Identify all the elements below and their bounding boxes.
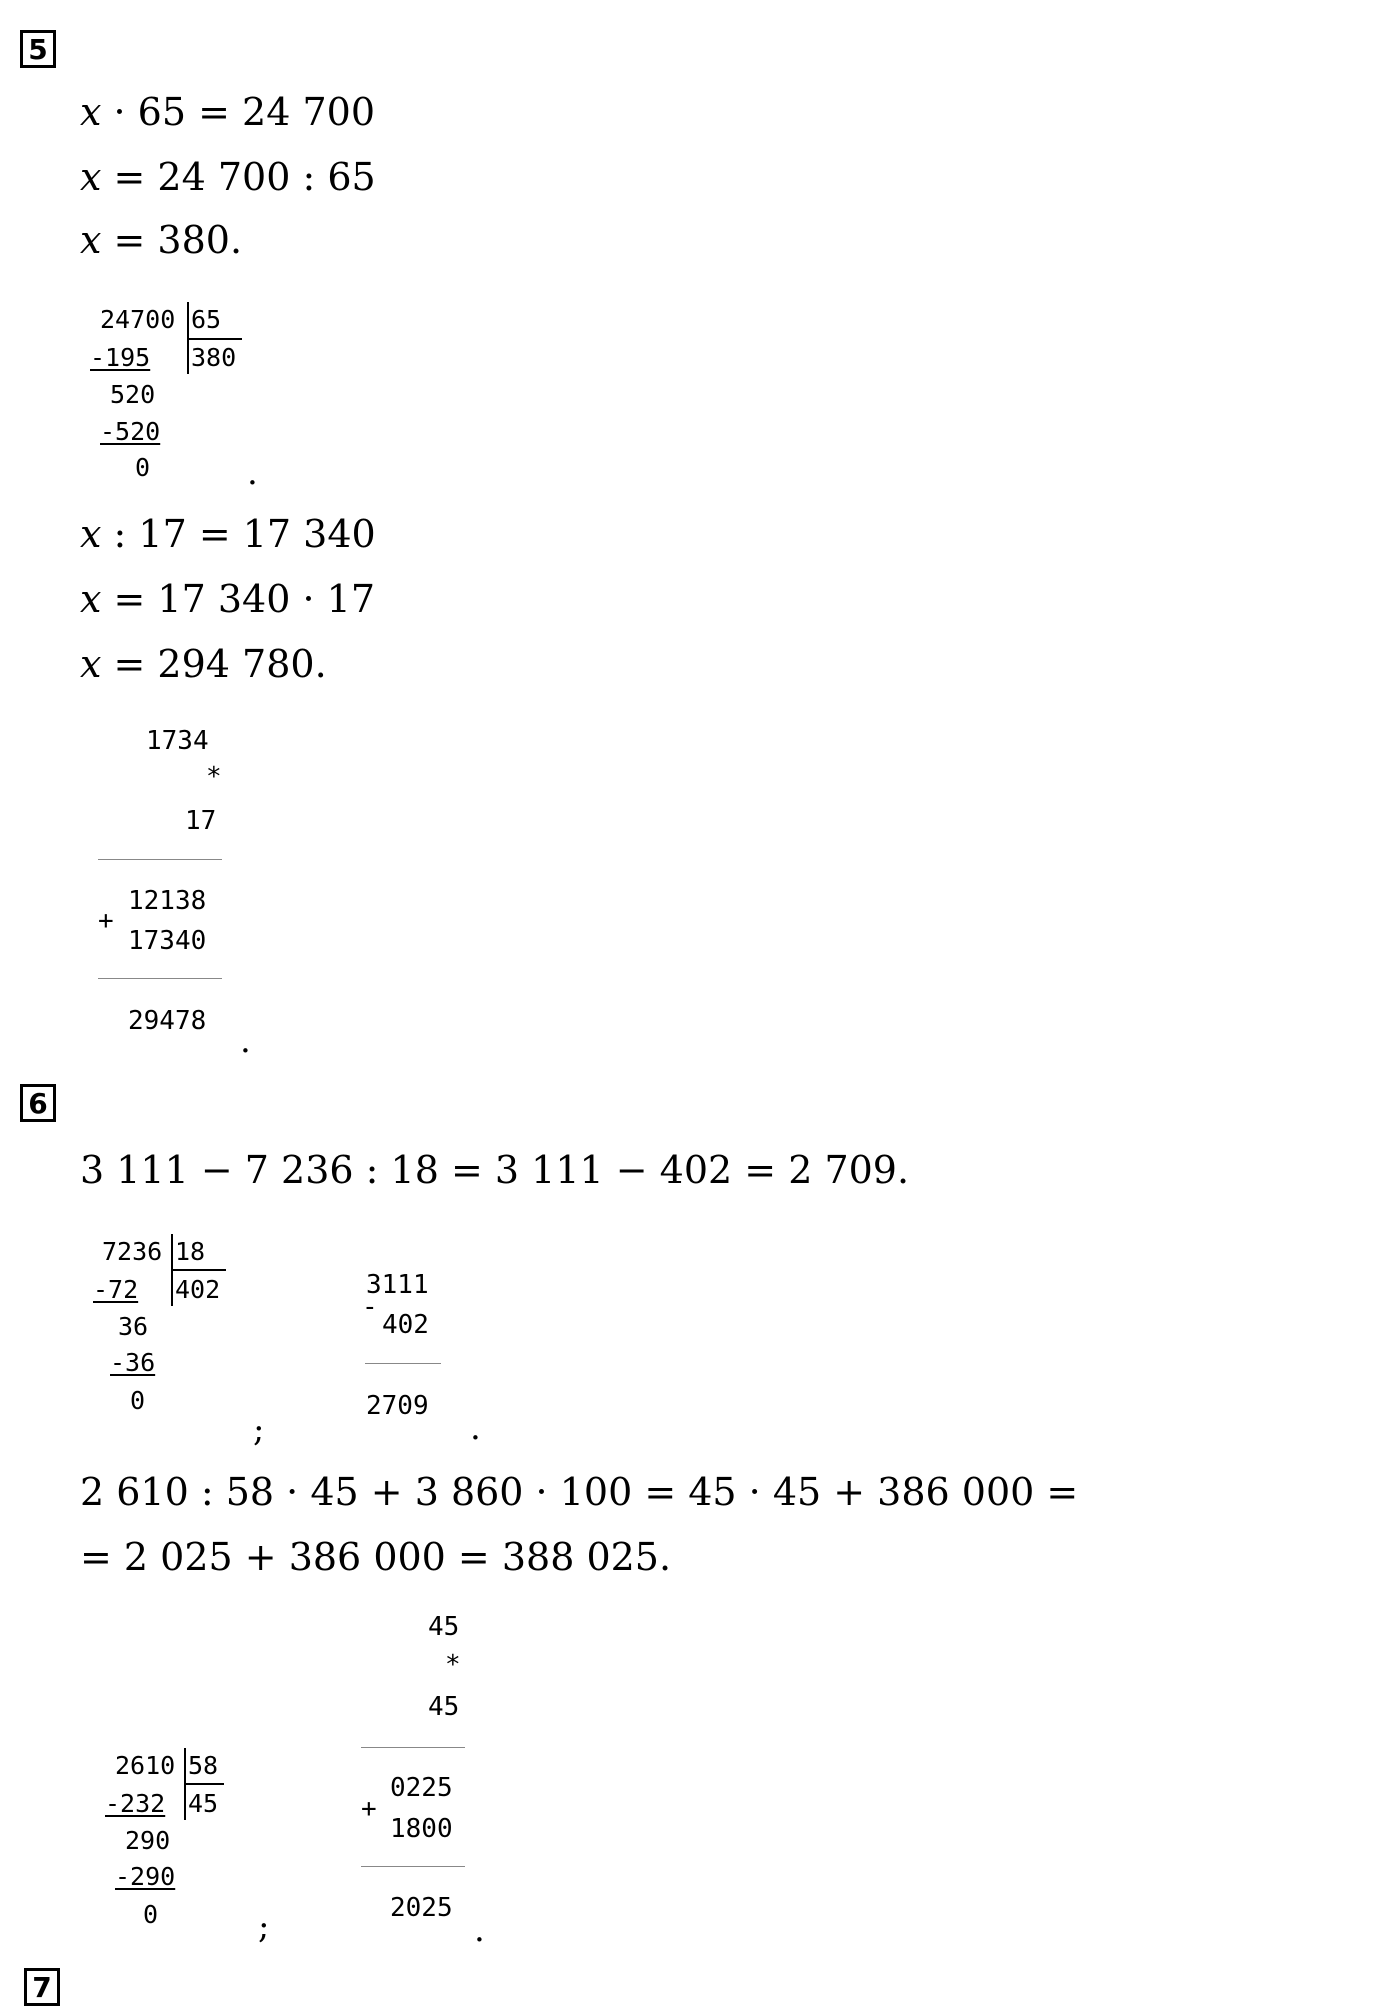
result-line xyxy=(361,1866,465,1867)
equation-line xyxy=(80,218,242,262)
division-step: -290 xyxy=(115,1862,176,1891)
period: . xyxy=(240,1021,251,1061)
dividend: 24700 xyxy=(100,305,176,334)
equation-rest: = 17 340 · 17 xyxy=(101,577,375,621)
multiplicand: 1734 xyxy=(146,726,209,756)
subtrahend: 402 xyxy=(382,1310,429,1340)
partial-product: 12138 xyxy=(128,886,207,916)
task-number-badge: 6 xyxy=(20,1084,56,1122)
equation-rest: = 24 700 : 65 xyxy=(101,155,376,199)
equation-rest: = 380. xyxy=(101,218,243,262)
equation-line xyxy=(80,512,376,556)
quotient: 380 xyxy=(191,343,237,372)
variable-x: x xyxy=(80,155,102,199)
divisor-underline xyxy=(171,1269,226,1271)
multiplier: 17 xyxy=(185,806,217,836)
partial-product: 17340 xyxy=(128,926,207,956)
division-step: 36 xyxy=(118,1312,149,1341)
variable-x: x xyxy=(80,512,102,556)
equation-rest: = 294 780. xyxy=(101,642,327,686)
multiplicand: 45 xyxy=(428,1612,460,1642)
variable-x: x xyxy=(80,642,102,686)
division-step: -195 xyxy=(90,343,151,372)
division-step: 290 xyxy=(125,1826,171,1855)
minuend: 3111 xyxy=(366,1270,429,1300)
times-sign: * xyxy=(445,1650,461,1680)
product: 29478 xyxy=(128,1006,207,1036)
expression-line: = 2 025 + 386 000 = 388 025. xyxy=(80,1535,672,1579)
division-step: -520 xyxy=(100,417,161,446)
equation-line xyxy=(80,642,327,686)
sum-line xyxy=(361,1747,465,1748)
expression-line: 2 610 : 58 · 45 + 3 860 · 100 = 45 · 45 + 386 000 = xyxy=(80,1470,1079,1514)
equation-rest: · 65 = 24 700 xyxy=(101,90,375,134)
dividend: 2610 xyxy=(115,1751,176,1780)
division-step: 520 xyxy=(110,380,156,409)
equation-line xyxy=(80,155,376,199)
multiplier: 45 xyxy=(428,1692,460,1722)
division-step: -36 xyxy=(110,1348,156,1377)
task-number-badge: 5 xyxy=(20,30,56,68)
equation-line xyxy=(80,577,375,621)
expression-line: 3 111 − 7 236 : 18 = 3 111 − 402 = 2 709. xyxy=(80,1148,910,1192)
difference: 2709 xyxy=(366,1391,429,1421)
variable-x: x xyxy=(80,577,102,621)
divisor: 18 xyxy=(175,1237,206,1266)
semicolon: ; xyxy=(253,1410,265,1450)
partial-product: 0225 xyxy=(390,1773,453,1803)
sum-line xyxy=(98,859,222,860)
minus-sign: - xyxy=(362,1292,378,1322)
period: . xyxy=(474,1910,485,1950)
equation-rest: : 17 = 17 340 xyxy=(101,512,376,556)
times-sign: * xyxy=(206,762,222,792)
period: . xyxy=(470,1408,481,1448)
division-step: 0 xyxy=(143,1900,159,1929)
dividend: 7236 xyxy=(102,1237,163,1266)
quotient: 402 xyxy=(175,1275,221,1304)
semicolon: ; xyxy=(258,1907,270,1947)
divisor-underline xyxy=(187,338,242,340)
division-step: -72 xyxy=(93,1275,139,1304)
divisor: 58 xyxy=(188,1751,219,1780)
result-line xyxy=(98,978,222,979)
product: 2025 xyxy=(390,1893,453,1923)
quotient: 45 xyxy=(188,1789,219,1818)
divisor: 65 xyxy=(191,305,222,334)
variable-x: x xyxy=(80,90,102,134)
division-step: -232 xyxy=(105,1789,166,1818)
period: . xyxy=(247,453,258,493)
partial-product: 1800 xyxy=(390,1814,453,1844)
divisor-underline xyxy=(184,1783,224,1785)
plus-sign: + xyxy=(98,906,114,936)
result-line xyxy=(365,1363,441,1364)
division-step: 0 xyxy=(130,1386,146,1415)
plus-sign: + xyxy=(361,1794,377,1824)
division-step: 0 xyxy=(135,453,151,482)
task-number-badge: 7 xyxy=(24,1968,60,2006)
variable-x: x xyxy=(80,218,102,262)
equation-line xyxy=(80,90,375,134)
